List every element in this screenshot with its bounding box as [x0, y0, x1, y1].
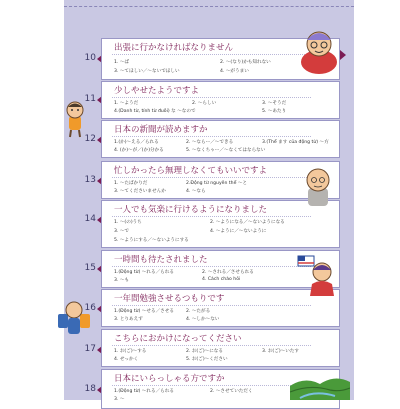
grammar-point: 2. 〜ならー／〜できる — [186, 140, 234, 145]
character-with-glasses-icon — [295, 24, 343, 74]
grammar-point: 2. 〜させていただく — [210, 389, 253, 394]
grammar-point: 1.(か)〜える／られる — [114, 140, 159, 145]
grammar-point: 4. Cách chào hỏi — [202, 277, 241, 282]
item-number: 17 — [84, 344, 96, 354]
rice-terrace-landscape-icon — [290, 372, 350, 400]
boy-with-backpack-icon — [60, 98, 90, 138]
item-number: 15 — [84, 263, 96, 273]
grammar-point: 2. 〜たがる — [186, 309, 211, 314]
grammar-point: 1. 〜ようだ — [114, 101, 139, 106]
person-with-bags-icon — [56, 298, 92, 338]
title-underline — [112, 54, 311, 55]
grammar-point: 3. 〜てほしい／〜ないでほしい — [114, 69, 180, 74]
title-underline — [112, 97, 311, 98]
grammar-point: 1. 〜ば — [114, 60, 130, 65]
grammar-point: 3.(Thể ます của động từ) 〜方 — [262, 140, 329, 145]
lesson-title: 一年間勉強させるつもりです — [114, 294, 225, 304]
lesson-title: 一人でも気楽に行けるようになりました — [114, 205, 268, 215]
title-underline — [112, 266, 311, 267]
grammar-point: 3. 〜も — [114, 278, 130, 283]
item-number: 10 — [84, 53, 96, 63]
item-number: 14 — [84, 214, 96, 224]
item-number: 18 — [84, 384, 96, 394]
title-underline — [112, 305, 311, 306]
lesson-title: 日本にいらっしゃる方ですか — [114, 374, 225, 384]
item-number: 16 — [84, 303, 96, 313]
grammar-point: 2. 〜(なり)かも知れない — [220, 60, 271, 65]
bald-businessman-icon — [300, 164, 336, 208]
grammar-point: 5. 〜なくちゃー／〜なくてはならない — [186, 148, 266, 153]
title-underline — [112, 345, 311, 346]
grammar-point: 5. 〜ようにする／〜ないようにする — [114, 238, 189, 243]
grammar-point: 2. 〜ようになる／〜ないようになる — [210, 220, 285, 225]
lesson-title: 出張に行かなければなりません — [114, 43, 234, 53]
grammar-point: 1.(Động từ) 〜れる／られる — [114, 389, 174, 394]
lesson-title: こちらにおかけになってください — [114, 334, 242, 344]
grammar-point: 4. 〜しか〜ない — [186, 317, 220, 322]
title-underline — [112, 216, 311, 217]
grammar-point: 1. お(ご)〜する — [114, 349, 147, 354]
title-underline — [112, 385, 311, 386]
item-number: 11 — [84, 94, 96, 104]
lesson-title: 忙しかったら無理しなくてもいいですよ — [114, 166, 268, 176]
grammar-point: 3. 〜で — [114, 229, 130, 234]
grammar-point: 4.(Danh từ, tính từ đuôi) な 〜なので — [114, 109, 196, 114]
lesson-card-11[interactable] — [101, 81, 340, 119]
lesson-title: 一時間も待たされました — [114, 255, 208, 265]
lesson-title: 日本の新聞が読めますか — [114, 125, 208, 135]
item-number: 13 — [84, 175, 96, 185]
grammar-point: 4. 〜なら — [186, 189, 206, 194]
title-underline — [112, 177, 311, 178]
grammar-point: 4. (か)〜が／(か)分かる — [114, 148, 164, 153]
title-underline — [112, 136, 311, 137]
grammar-point: 3. 〜てくださいませんか — [114, 189, 166, 194]
grammar-point: 1. 〜たばかりだ — [114, 181, 148, 186]
grammar-point: 3. 〜 — [114, 397, 125, 402]
lesson-title: 少しやせたようですよ — [114, 86, 200, 96]
grammar-point: 1.(Động từ) 〜れる／られる — [114, 270, 174, 275]
grammar-point: 3. とりあえず — [114, 317, 143, 322]
lesson-card-17[interactable] — [101, 329, 340, 367]
grammar-point: 2. 〜される／させられる — [202, 270, 254, 275]
grammar-point: 2. 〜らしい — [192, 101, 217, 106]
grammar-point: 4. 〜がうまい — [220, 69, 249, 74]
grammar-point: 3. お(ご)〜いたす — [262, 349, 299, 354]
lesson-card-12[interactable] — [101, 120, 340, 158]
grammar-point: 2. お(ご)〜になる — [186, 349, 223, 354]
woman-with-flag-icon — [296, 254, 340, 298]
grammar-point: 1.(Động từ) 〜せる／させる — [114, 309, 174, 314]
grammar-point: 3. 〜そうだ — [262, 101, 287, 106]
grammar-point: 4. 〜ように／〜ないように — [210, 229, 267, 234]
grammar-point: 5. 〜あたり — [262, 109, 287, 114]
top-divider — [64, 6, 354, 7]
grammar-point: 5. お(ご)〜ください — [186, 357, 228, 362]
grammar-point: 4. せっかく — [114, 357, 139, 362]
grammar-point: 1. 〜(の)うち — [114, 220, 142, 225]
item-number: 12 — [84, 134, 96, 144]
grammar-point: 2.Động từ nguyên thể 〜と — [186, 181, 248, 186]
